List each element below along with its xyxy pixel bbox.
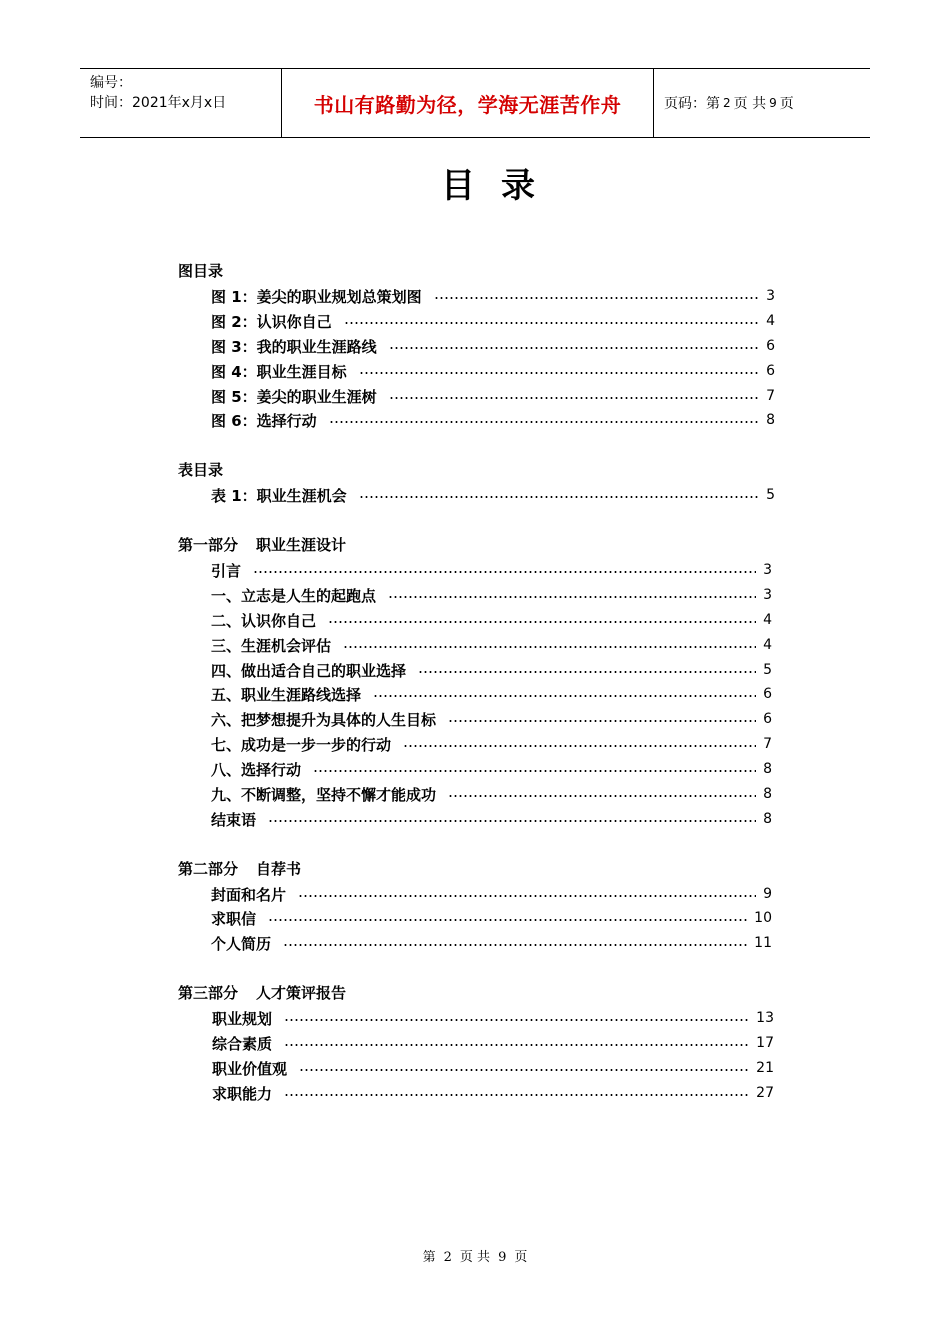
toc-entry[interactable] xyxy=(212,1058,774,1078)
toc-leader-dots xyxy=(253,571,756,573)
footer-suffix: 页 xyxy=(514,1250,528,1265)
toc-entry-page: 21 xyxy=(756,1060,774,1076)
toc-leader-dots xyxy=(403,745,756,747)
toc-entry[interactable] xyxy=(211,386,775,406)
header-motto-cell xyxy=(282,69,654,137)
toc-entry-page: 3 xyxy=(763,562,772,578)
header-page-prefix: 页码：第 xyxy=(664,96,720,112)
header-motto: 书山有路勤为径，学海无涯苦作舟 xyxy=(313,92,622,117)
toc-entry-label: 职业价值观 xyxy=(212,1059,288,1078)
toc-leader-dots xyxy=(448,720,756,722)
toc-entry[interactable] xyxy=(211,485,775,505)
toc-entry[interactable] xyxy=(211,410,775,430)
toc-entry-page: 5 xyxy=(763,662,772,678)
toc-entry[interactable] xyxy=(211,660,772,680)
footer-mid: 页 共 xyxy=(459,1250,491,1265)
toc-section-heading xyxy=(178,535,346,555)
toc-entry[interactable] xyxy=(211,361,775,381)
toc-entry[interactable] xyxy=(212,1033,774,1053)
toc-section-heading xyxy=(178,983,346,1003)
toc-entry-label: 五、职业生涯路线选择 xyxy=(211,685,362,704)
toc-entry-label: 引言 xyxy=(211,561,242,580)
footer-prefix: 第 xyxy=(422,1250,436,1265)
toc-entry[interactable] xyxy=(211,311,775,331)
toc-entry-label: 求职信 xyxy=(211,909,257,928)
toc-entry-page: 11 xyxy=(754,935,772,951)
toc-entry-label: 六、把梦想提升为具体的人生目标 xyxy=(211,710,437,729)
toc-entry-page: 8 xyxy=(766,412,775,428)
toc-entry-page: 5 xyxy=(766,487,775,503)
toc-entry-page: 8 xyxy=(763,761,772,777)
toc-entry-page: 6 xyxy=(766,338,775,354)
toc-entry-page: 6 xyxy=(763,686,772,702)
toc-entry-label: 图 5：姜尖的职业生涯树 xyxy=(211,387,377,406)
toc-entry[interactable] xyxy=(211,635,772,655)
toc-entry-page: 4 xyxy=(763,637,772,653)
toc-leader-dots xyxy=(328,621,756,623)
toc-leader-dots xyxy=(344,322,759,324)
toc-leader-dots xyxy=(268,919,748,921)
toc-leader-dots xyxy=(418,671,756,673)
toc-leader-dots xyxy=(299,1069,750,1071)
toc-section-title: 人才策评报告 xyxy=(256,984,347,1002)
toc-entry-label: 表 1：职业生涯机会 xyxy=(211,486,347,505)
toc-entry-label: 一、立志是人生的起跑点 xyxy=(211,586,377,605)
toc-section-title: 自荐书 xyxy=(256,860,302,878)
toc-leader-dots xyxy=(313,770,756,772)
toc-entry-page: 9 xyxy=(763,886,772,902)
toc-entry-label: 个人简历 xyxy=(211,934,272,953)
toc-leader-dots xyxy=(359,372,759,374)
toc-section-heading: 图目录 xyxy=(178,262,224,280)
toc-entry[interactable] xyxy=(211,784,772,804)
toc-leader-dots xyxy=(283,944,748,946)
toc-entry-page: 3 xyxy=(763,587,772,603)
toc-leader-dots xyxy=(284,1044,750,1046)
toc-entry-label: 四、做出适合自己的职业选择 xyxy=(211,661,407,680)
toc-entry[interactable] xyxy=(211,933,772,953)
toc-leader-dots xyxy=(329,421,759,423)
toc-leader-dots xyxy=(434,297,759,299)
toc-entry-page: 4 xyxy=(763,612,772,628)
toc-leader-dots xyxy=(388,596,756,598)
toc-entry-label: 三、生涯机会评估 xyxy=(211,636,332,655)
toc-leader-dots xyxy=(268,820,756,822)
toc-entry-label: 图 6：选择行动 xyxy=(211,411,317,430)
header-page-info xyxy=(654,69,870,137)
toc-leader-dots xyxy=(359,496,759,498)
toc-entry-page: 4 xyxy=(766,313,775,329)
header-page-suffix: 页 xyxy=(779,96,794,112)
toc-leader-dots xyxy=(373,695,756,697)
toc-entry-page: 8 xyxy=(763,786,772,802)
toc-leader-dots xyxy=(343,646,756,648)
toc-entry[interactable] xyxy=(211,286,775,306)
header-page-mid: 页 共 xyxy=(733,96,767,112)
toc-leader-dots xyxy=(389,397,759,399)
toc-entry[interactable] xyxy=(212,1008,774,1028)
toc-entry[interactable] xyxy=(211,560,772,580)
toc-entry-page: 27 xyxy=(756,1085,774,1101)
toc-section-heading: 表目录 xyxy=(178,461,224,479)
header-page-total: 9 xyxy=(769,96,777,110)
header-meta xyxy=(80,69,282,137)
toc-entry[interactable] xyxy=(211,809,772,829)
toc-section-number: 第一部分 xyxy=(178,536,239,554)
header-page-number: 2 xyxy=(723,96,731,110)
toc-entry-label: 图 2：认识你自己 xyxy=(211,312,332,331)
header-code-label: 编号： xyxy=(90,75,132,91)
toc-entry-page: 6 xyxy=(763,711,772,727)
toc-entry-label: 图 1：姜尖的职业规划总策划图 xyxy=(211,287,422,306)
toc-entry[interactable] xyxy=(211,684,772,704)
toc-leader-dots xyxy=(298,895,756,897)
toc-entry-page: 17 xyxy=(756,1035,774,1051)
toc-entry[interactable] xyxy=(211,734,772,754)
toc-entry-label: 图 4：职业生涯目标 xyxy=(211,362,347,381)
toc-entry-label: 八、选择行动 xyxy=(211,760,302,779)
toc-entry[interactable] xyxy=(211,585,772,605)
toc-entry[interactable] xyxy=(211,709,772,729)
footer-page-number: 2 xyxy=(443,1250,452,1265)
header-time-label: 时间：2021年x月x日 xyxy=(90,95,227,111)
page-title: 目录 xyxy=(441,166,561,206)
toc-entry[interactable] xyxy=(211,336,775,356)
toc-entry-label: 二、认识你自己 xyxy=(211,611,317,630)
toc-entry-page: 6 xyxy=(766,363,775,379)
toc-section-heading xyxy=(178,859,301,879)
toc-entry[interactable] xyxy=(211,908,772,928)
toc-entry-page: 8 xyxy=(763,811,772,827)
toc-entry[interactable] xyxy=(211,759,772,779)
page-footer xyxy=(0,1246,950,1265)
toc-entry-label: 九、不断调整，坚持不懈才能成功 xyxy=(211,785,437,804)
toc-entry-label: 职业规划 xyxy=(212,1009,273,1028)
toc-leader-dots xyxy=(448,795,756,797)
toc-entry-label: 图 3：我的职业生涯路线 xyxy=(211,337,377,356)
toc-entry-page: 13 xyxy=(756,1010,774,1026)
toc-entry-label: 结束语 xyxy=(211,810,257,829)
toc-entry-label: 求职能力 xyxy=(212,1084,273,1103)
toc-section-title: 职业生涯设计 xyxy=(256,536,347,554)
toc-leader-dots xyxy=(389,347,759,349)
toc-leader-dots xyxy=(284,1019,750,1021)
toc-section-number: 第三部分 xyxy=(178,984,239,1002)
toc-entry-page: 7 xyxy=(766,388,775,404)
toc-entry-page: 10 xyxy=(754,910,772,926)
toc-entry[interactable] xyxy=(211,884,772,904)
toc-entry[interactable] xyxy=(212,1083,774,1103)
toc-entry-page: 3 xyxy=(766,288,775,304)
toc-entry-label: 封面和名片 xyxy=(211,885,287,904)
toc-entry-label: 综合素质 xyxy=(212,1034,273,1053)
toc-section-number: 第二部分 xyxy=(178,860,239,878)
toc-entry[interactable] xyxy=(211,610,772,630)
toc-entry-label: 七、成功是一步一步的行动 xyxy=(211,735,392,754)
toc-entry-page: 7 xyxy=(763,736,772,752)
footer-page-total: 9 xyxy=(498,1250,507,1265)
toc-leader-dots xyxy=(284,1094,750,1096)
page-header xyxy=(80,68,870,138)
